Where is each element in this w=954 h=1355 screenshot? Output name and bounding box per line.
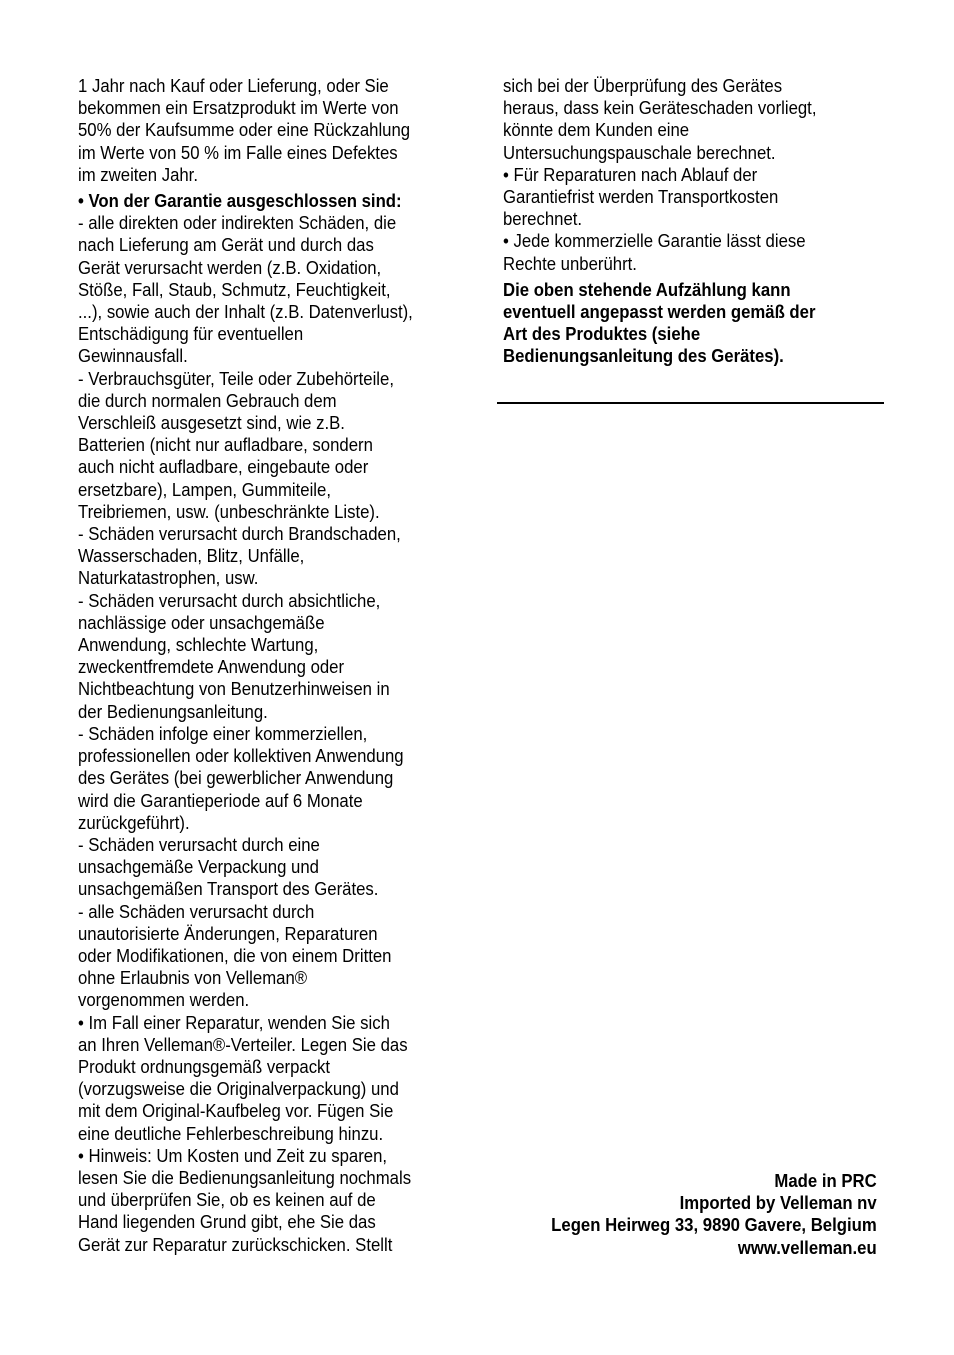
text-line: Untersuchungspauschale berechnet. bbox=[503, 141, 776, 163]
text-line: nach Lieferung am Gerät und durch das bbox=[78, 234, 374, 256]
text-line: Nichtbeachtung von Benutzerhinweisen in bbox=[78, 678, 390, 700]
text-line: heraus, dass kein Geräteschaden vorliegt, bbox=[503, 97, 817, 119]
text-line: zurückgeführt). bbox=[78, 811, 190, 833]
text-line: - Schäden verursacht durch Brandschaden, bbox=[78, 523, 401, 545]
intro-paragraph bbox=[78, 75, 452, 186]
text-line: • Jede kommerzielle Garantie lässt diese bbox=[503, 230, 806, 252]
text-line: mit dem Original-Kaufbeleg vor. Fügen Sie bbox=[78, 1100, 394, 1122]
section-divider bbox=[497, 402, 884, 404]
text-line: Art des Produktes (siehe bbox=[503, 323, 701, 345]
text-line: Rechte unberührt. bbox=[503, 252, 637, 274]
text-line: und überprüfen Sie, ob es keinen auf de bbox=[78, 1189, 376, 1211]
text-line: - alle Schäden verursacht durch bbox=[78, 900, 315, 922]
text-line: auch nicht aufladbare, eingebaute oder bbox=[78, 456, 369, 478]
text-line: - alle direkten oder indirekten Schäden, die bbox=[78, 212, 397, 234]
text-line: - Schäden verursacht durch eine bbox=[78, 833, 320, 855]
text-line: die durch normalen Gebrauch dem bbox=[78, 389, 337, 411]
text-line: im zweiten Jahr. bbox=[78, 163, 198, 185]
text-line: bekommen ein Ersatzprodukt im Werte von bbox=[78, 97, 399, 119]
text-line: der Bedienungsanleitung. bbox=[78, 700, 268, 722]
text-line: - Schäden verursacht durch absichtliche, bbox=[78, 589, 381, 611]
text-line: Die oben stehende Aufzählung kann bbox=[503, 278, 791, 300]
repair-conditions-body bbox=[503, 75, 883, 275]
text-line: Anwendung, schlechte Wartung, bbox=[78, 634, 319, 656]
text-line: • Hinweis: Um Kosten und Zeit zu sparen, bbox=[78, 1144, 388, 1166]
text-line: - Schäden infolge einer kommerziellen, bbox=[78, 722, 368, 744]
text-line: zweckentfremdete Anwendung oder bbox=[78, 656, 345, 678]
text-line: unsachgemäße Verpackung und bbox=[78, 856, 319, 878]
text-line: Treibriemen, usw. (unbeschränkte Liste). bbox=[78, 500, 380, 522]
text-line: lesen Sie die Bedienungsanleitung nochmals bbox=[78, 1166, 412, 1188]
text-line: Naturkatastrophen, usw. bbox=[78, 567, 259, 589]
text-line: • Für Reparaturen nach Ablauf der bbox=[503, 163, 758, 185]
text-line: wird die Garantieperiode auf 6 Monate bbox=[78, 789, 363, 811]
text-line: Gerät zur Reparatur zurückschicken. Stellt bbox=[78, 1233, 393, 1255]
importer-label: Imported by Velleman nv bbox=[679, 1192, 877, 1214]
text-line: eine deutliche Fehlerbeschreibung hinzu. bbox=[78, 1122, 384, 1144]
text-line: sich bei der Überprüfung des Gerätes bbox=[503, 75, 783, 96]
text-line: Gerät verursacht werden (z.B. Oxidation, bbox=[78, 256, 382, 278]
right-text-column bbox=[503, 75, 883, 368]
made-in-label: Made in PRC bbox=[774, 1170, 877, 1191]
text-line: - Verbrauchsgüter, Teile oder Zubehörteile, bbox=[78, 367, 394, 389]
text-line: Gewinnausfall. bbox=[78, 345, 188, 367]
text-line: oder Modifikationen, die von einem Dritten bbox=[78, 944, 392, 966]
text-line: • Im Fall einer Reparatur, wenden Sie sich bbox=[78, 1011, 390, 1033]
text-line: (vorzugsweise die Originalverpackung) und bbox=[78, 1078, 399, 1100]
text-line: Batterien (nicht nur aufladbare, sondern bbox=[78, 434, 373, 456]
text-line: könnte dem Kunden eine bbox=[503, 119, 690, 141]
text-line: unautorisierte Änderungen, Reparaturen bbox=[78, 922, 378, 944]
text-line: Entschädigung für eventuellen bbox=[78, 323, 304, 345]
exclusions-heading: • Von der Garantie ausgeschlossen sind: bbox=[78, 190, 402, 212]
text-line: Stöße, Fall, Staub, Schmutz, Feuchtigkeit, bbox=[78, 278, 391, 300]
text-line: professionellen oder kollektiven Anwendung bbox=[78, 745, 404, 767]
imprint-block bbox=[551, 1170, 877, 1259]
text-line: nachlässige oder unsachgemäße bbox=[78, 611, 325, 633]
text-line: berechnet. bbox=[503, 208, 583, 230]
text-line: unsachgemäßen Transport des Gerätes. bbox=[78, 878, 379, 900]
left-text-column bbox=[78, 75, 452, 1256]
text-line: vorgenommen werden. bbox=[78, 989, 250, 1011]
website-link[interactable]: www.velleman.eu bbox=[738, 1236, 877, 1258]
text-line: 1 Jahr nach Kauf oder Lieferung, oder Sie bbox=[78, 75, 389, 96]
text-line: 50% der Kaufsumme oder eine Rückzahlung bbox=[78, 119, 411, 141]
text-line: ...), sowie auch der Inhalt (z.B. Datenverlust), bbox=[78, 301, 413, 323]
text-line: Produkt ordnungsgemäß verpackt bbox=[78, 1055, 331, 1077]
text-line: Verschleiß ausgesetzt sind, wie z.B. bbox=[78, 412, 345, 434]
text-line: Wasserschaden, Blitz, Unfälle, bbox=[78, 545, 305, 567]
text-line: Garantiefrist werden Transportkosten bbox=[503, 186, 779, 208]
importer-address: Legen Heirweg 33, 9890 Gavere, Belgium bbox=[551, 1214, 877, 1236]
text-line: des Gerätes (bei gewerblicher Anwendung bbox=[78, 767, 394, 789]
adaptation-notice bbox=[503, 279, 883, 368]
text-line: Bedienungsanleitung des Gerätes). bbox=[503, 345, 784, 367]
exclusions-body bbox=[78, 212, 452, 1256]
text-line: im Werte von 50 % im Falle eines Defektes bbox=[78, 141, 398, 163]
text-line: Hand liegenden Grund gibt, ehe Sie das bbox=[78, 1211, 376, 1233]
text-line: eventuell angepasst werden gemäß der bbox=[503, 301, 816, 323]
text-line: ersetzbare), Lampen, Gummiteile, bbox=[78, 478, 331, 500]
text-line: an Ihren Velleman®-Verteiler. Legen Sie das bbox=[78, 1033, 408, 1055]
text-line: ohne Erlaubnis von Velleman® bbox=[78, 967, 308, 989]
